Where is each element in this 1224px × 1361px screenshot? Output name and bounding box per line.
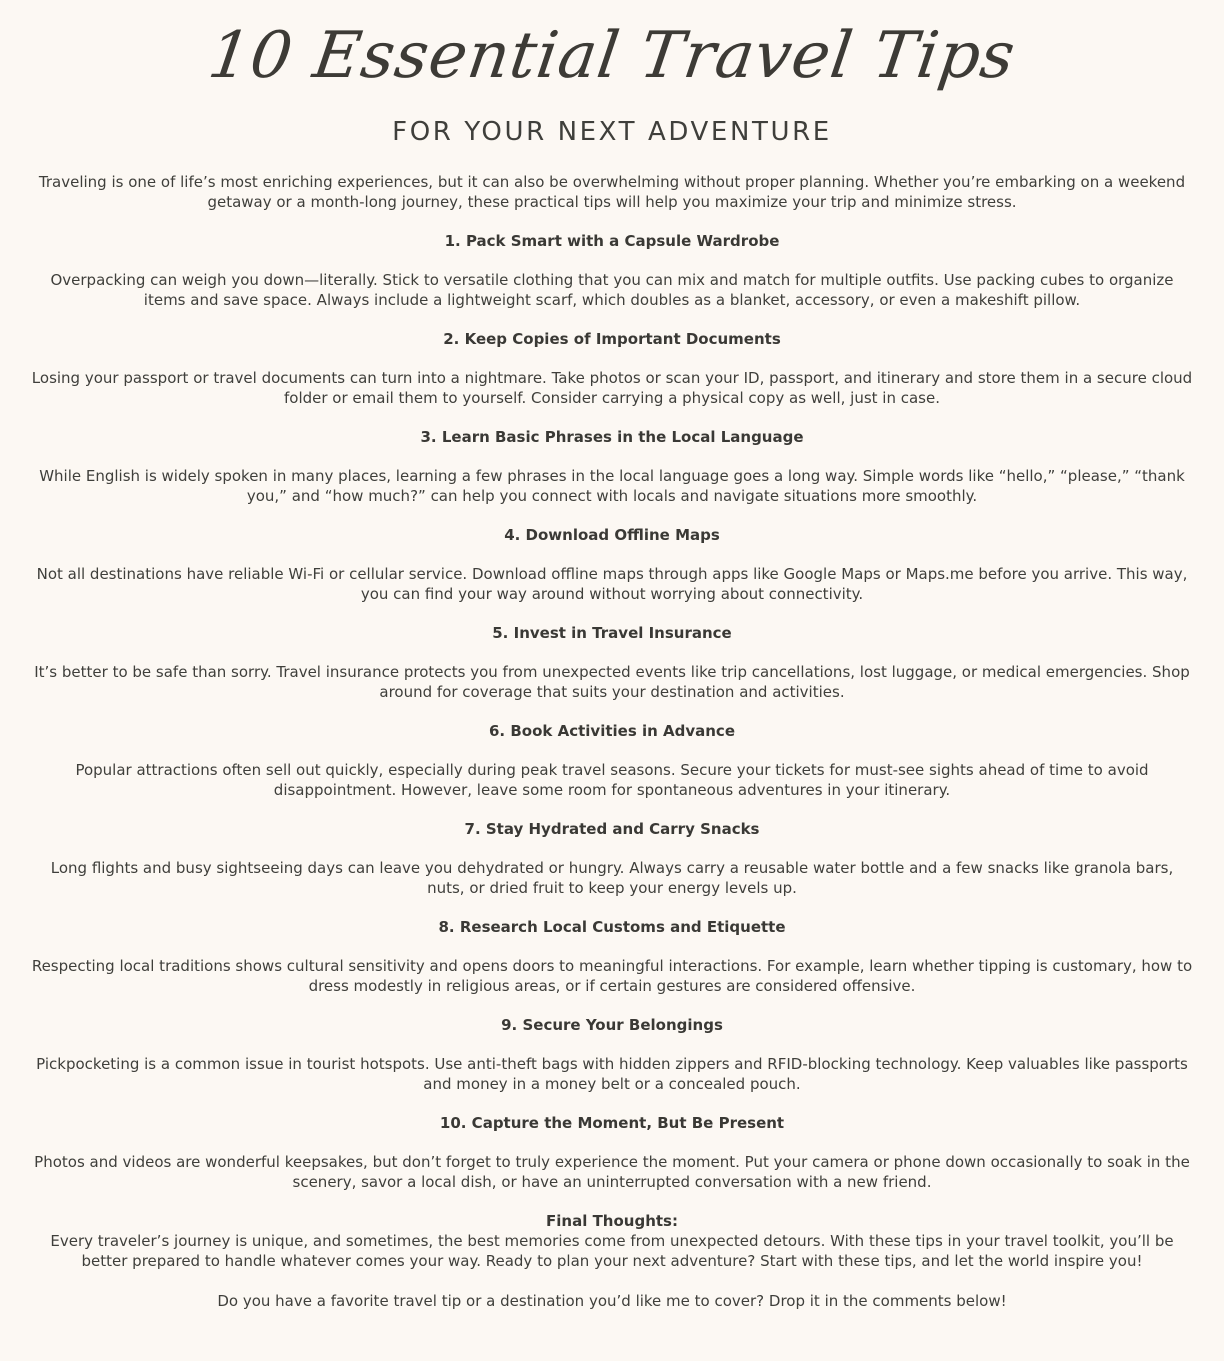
final-thoughts-body: Every traveler’s journey is unique, and sometimes, the best memories come from unexpected detours. With these tips in your travel toolkit, you’ll be better prepared to handle whatever comes your way. Ready to plan your next adventure? Start with these tips, and let the world inspire you! <box>50 1232 1174 1270</box>
tip-heading: 7. Stay Hydrated and Carry Snacks <box>464 820 760 838</box>
tip-body: Long flights and busy sightseeing days can leave you dehydrated or hungry. Always carry a reusable water bottle and a few snacks like granola bars, nuts, or dried fruit to keep your energy levels up. <box>50 859 1174 897</box>
tip-body: It’s better to be safe than sorry. Travel insurance protects you from unexpected events like trip cancellations, lost luggage, or medical emergencies. Shop around for coverage that suits your destination and activities. <box>34 663 1190 701</box>
tip-body: Photos and videos are wonderful keepsakes, but don’t forget to truly experience the moment. Put your camera or phone down occasionally to soak in the scenery, savor a local dish, or have an uninterrupted conversation with a new friend. <box>34 1153 1190 1191</box>
tip-body: While English is widely spoken in many places, learning a few phrases in the local language goes a long way. Simple words like “hello,” “please,” “thank you,” and “how much?” can help you connect with locals and navigate situations more smoothly. <box>39 467 1185 505</box>
tip-heading: 1. Pack Smart with a Capsule Wardrobe <box>444 232 780 250</box>
tip-heading: 6. Book Activities in Advance <box>489 722 735 740</box>
tip-body: Pickpocketing is a common issue in tourist hotspots. Use anti-theft bags with hidden zippers and RFID-blocking technology. Keep valuables like passports and money in a money belt or a concealed pouch. <box>36 1055 1188 1093</box>
tip-section-10 <box>30 1113 1194 1192</box>
tip-body: Respecting local traditions shows cultural sensitivity and opens doors to meaningful interactions. For example, learn whether tipping is customary, how to dress modestly in religious areas, or if certain gestures are considered offensive. <box>31 957 1193 995</box>
tip-heading: 5. Invest in Travel Insurance <box>492 624 732 642</box>
tip-section-2 <box>30 329 1194 408</box>
closing-question: Do you have a favorite travel tip or a destination you’d like me to cover? Drop it in the comments below! <box>217 1292 1007 1310</box>
tip-section-1 <box>30 231 1194 310</box>
tip-section-9 <box>30 1015 1194 1094</box>
tip-section-6 <box>30 721 1194 800</box>
page-title: 10 Essential Travel Tips <box>203 19 1021 93</box>
tip-section-7 <box>30 819 1194 898</box>
tip-section-3 <box>30 427 1194 506</box>
tip-heading: 10. Capture the Moment, But Be Present <box>439 1114 785 1132</box>
tip-section-8 <box>30 917 1194 996</box>
tip-body: Losing your passport or travel documents can turn into a nightmare. Take photos or scan your ID, passport, and itinerary and store them in a secure cloud folder or email them to yourself. Consider carrying a physical copy as well, just in case. <box>31 369 1193 407</box>
tip-body: Overpacking can weigh you down—literally. Stick to versatile clothing that you can mix and match for multiple outfits. Use packing cubes to organize items and save space. Always include a lightweight scarf, which doubles as a blanket, accessory, or even a makeshift pillow. <box>50 271 1174 309</box>
tip-heading: 3. Learn Basic Phrases in the Local Language <box>420 428 804 446</box>
tip-heading: 2. Keep Copies of Important Documents <box>443 330 781 348</box>
tip-body: Popular attractions often sell out quickly, especially during peak travel seasons. Secure your tickets for must-see sights ahead of time to avoid disappointment. However, leave some room for spontaneous adventures in your itinerary. <box>75 761 1149 799</box>
tip-section-4 <box>30 525 1194 604</box>
tip-heading: 9. Secure Your Belongings <box>501 1016 723 1034</box>
intro-paragraph: Traveling is one of life’s most enriching experiences, but it can also be overwhelming without proper planning. Whether you’re embarking on a weekend getaway or a month-long journey, these practical tips will help you maximize your trip and minimize stress. <box>38 173 1186 211</box>
tip-section-5 <box>30 623 1194 702</box>
tip-heading: 4. Download Offline Maps <box>504 526 720 544</box>
final-thoughts-section <box>30 1211 1194 1271</box>
final-thoughts-heading: Final Thoughts: <box>546 1212 678 1230</box>
tip-body: Not all destinations have reliable Wi-Fi or cellular service. Download offline maps through apps like Google Maps or Maps.me before you arrive. This way, you can find your way around without worrying about connectivity. <box>36 565 1188 603</box>
tip-heading: 8. Research Local Customs and Etiquette <box>438 918 786 936</box>
page-subtitle: FOR YOUR NEXT ADVENTURE <box>392 117 832 147</box>
